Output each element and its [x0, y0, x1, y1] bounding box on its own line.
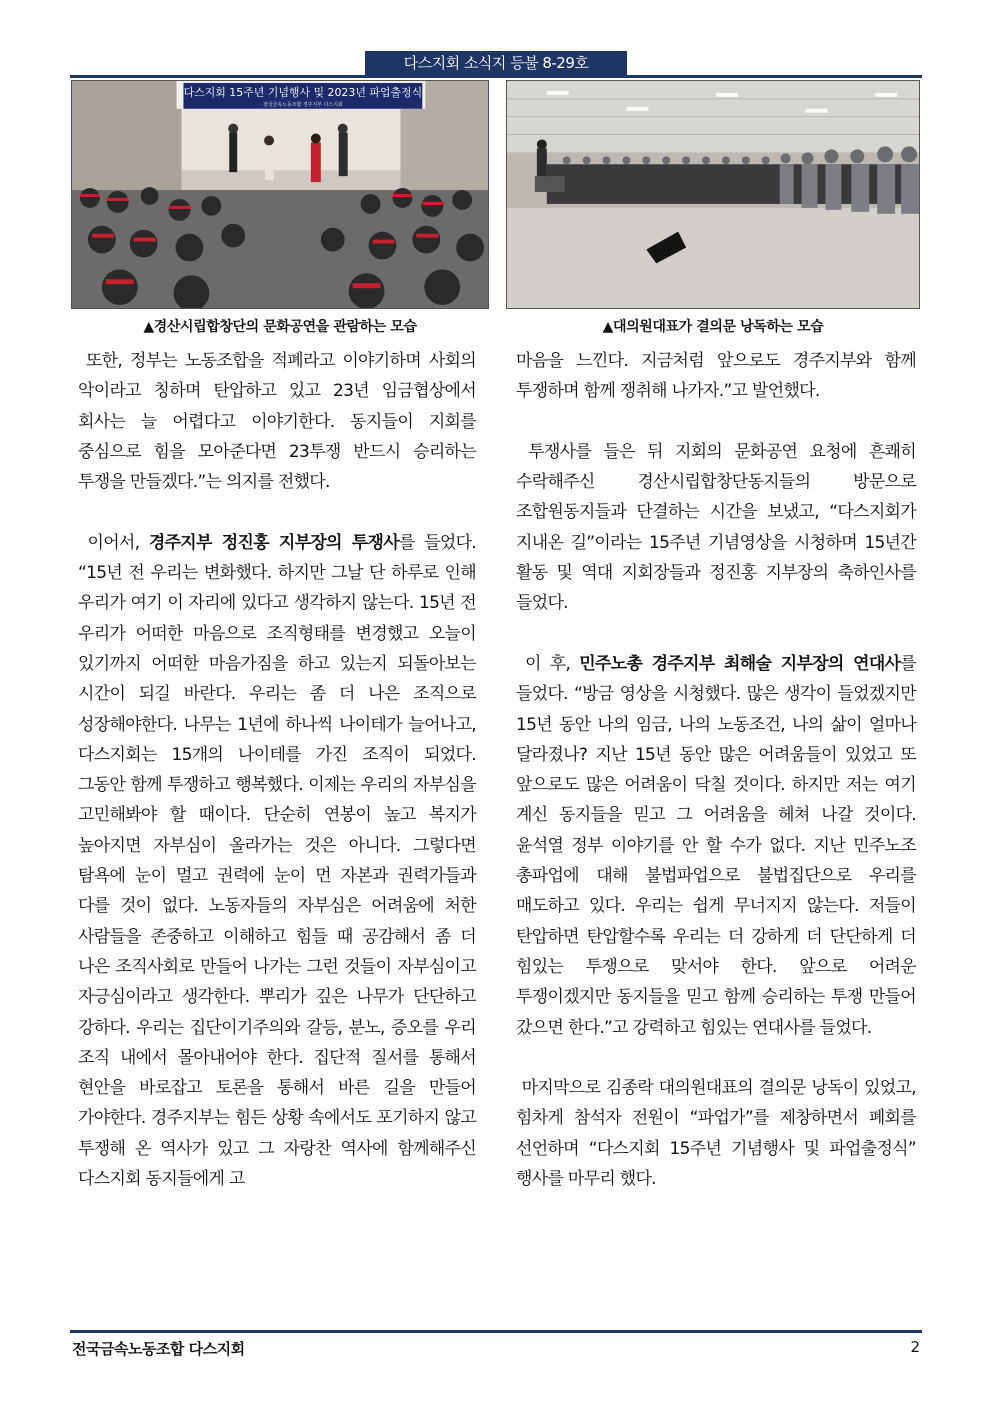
photo-resolution-reading: [506, 80, 920, 309]
photo-caption-left: ▲경산시립합창단의 문화공연을 관람하는 모습: [143, 319, 417, 335]
paragraph: 마음을 느낀다. 지금처럼 앞으로도 경주지부와 함께 투쟁하며 함께 쟁취해 나가자.”고 발언했다.: [516, 351, 916, 402]
article-column-right: [516, 346, 916, 1194]
photo-choir-performance: [71, 80, 489, 309]
speech-title-highlight: 민주노총 경주지부 최해술 지부장의 연대사: [579, 653, 901, 674]
article-column-left: [78, 346, 476, 1194]
newsletter-title: 다스지회 소식지 등불 8-29호: [365, 51, 627, 76]
paragraph: 투쟁사를 들은 뒤 지회의 문화공연 요청에 흔쾌히 수락해주신 경산시립합창단동지들의 방문으로 조합원동지들과 단결하는 시간을 보냈고, “다스지회가 지내온 길”이라는 15주년 기념영상을 시청하며 15년간 활동 및 역대 지회장들과 정진홍 지부장의 축하인사를 들었다.: [516, 441, 916, 614]
page-number: 2: [910, 1338, 920, 1356]
footer-organization: 전국금속노동조합 다스지회: [72, 1340, 245, 1358]
event-banner-text: 다스지회 15주년 기념행사 및 2023년 파업출정식: [183, 85, 423, 99]
header-rule: [70, 75, 922, 78]
paragraph: 이 후, 민주노총 경주지부 최해술 지부장의 연대사를 들었다. “방금 영상을 시청했다. 많은 생각이 들었겠지만 15년 동안 나의 임금, 나의 노동조건, 나의 삶이 얼마나 달라졌나? 지난 15년 동안 많은 어려움들이 있었고 또 앞으로도 많은 어려움이 닥칠 것이다. 하지만 저는 여기 계신 동지들을 믿고 그 어려움을 헤쳐 나갈 것이다. 윤석열 정부 이야기를 안 할 수가 없다. 지난 민주노조 총파업에 대해 불법파업으로 불법집단으로 우리를 매도하고 있다. 우리는 쉽게 무너지지 않는다. 저들이 탄압하면 탄압할수록 우리는 더 강하게 더 단단하게 더 힘있는 투쟁으로 맞서야 한다. 앞으로 어려운 투쟁이겠지만 동지들을 믿고 함께 승리하는 투쟁 만들어 갔으면 한다.”고 강력하고 힘있는 연대사를 들었다.: [516, 653, 916, 1038]
event-banner-subtext: 전국금속노동조합 경주지부 다스지회: [262, 101, 343, 108]
paragraph: 또한, 정부는 노동조합을 적폐라고 이야기하며 사회의 악이라고 칭하며 탄압하고 있고 23년 임금협상에서 회사는 늘 어렵다고 이야기한다. 동지들이 지회를 중심으로 힘을 모아준다면 23투쟁 반드시 승리하는 투쟁을 만들겠다.”는 의지를 전했다.: [78, 351, 476, 493]
speech-title-highlight: 경주지부 정진홍 지부장의 투쟁사: [148, 532, 399, 553]
photo-caption-right: ▲대의원대표가 결의문 낭독하는 모습: [602, 319, 824, 335]
footer-rule: [70, 1330, 922, 1333]
paragraph: 마지막으로 김종락 대의원대표의 결의문 낭독이 있었고, 힘차게 참석자 전원이 “파업가”를 제창하면서 폐회를 선언하며 “다스지회 15주년 기념행사 및 파업출정식” 행사를 마무리 했다.: [516, 1078, 916, 1190]
paragraph: 이어서, 경주지부 정진홍 지부장의 투쟁사를 들었다. “15년 전 우리는 변화했다. 하지만 그날 단 하루로 인해 우리가 여기 이 자리에 있다고 생각하지 않는다. 15년 전 우리가 어떠한 마음으로 조직형태를 변경했고 오늘이 있기까지 어떠한 마음가짐을 하고 있는지 되돌아보는 시간이 되길 바란다. 우리는 좀 더 나은 조직으로 성장해야한다. 나무는 1년에 하나씩 나이테가 늘어나고, 다스지회는 15개의 나이테를 가진 조직이 되었다. 그동안 함께 투쟁하고 행복했다. 이제는 우리의 자부심을 고민해봐야 할 때이다. 단순히 연봉이 높고 복지가 높아지면 자부심이 올라가는 것은 아니다. 그렇다면 탐욕에 눈이 멀고 권력에 눈이 먼 자본과 권력가들과 다를 것이 없다. 노동자들의 자부심은 어려움에 처한 사람들을 존중하고 이해하고 힘들 때 공감해서 좀 더 나은 조직사회로 만들어 나가는 그런 것들이 자부심이고 자긍심이라고 생각한다. 뿌리가 깊은 나무가 단단하고 강하다. 우리는 집단이기주의와 갈등, 분노, 증오를 우리 조직 내에서 몰아내어야 한다. 집단적 질서를 통해서 현안을 바로잡고 토론을 통해서 바른 길을 만들어 가야한다. 경주지부는 힘든 상황 속에서도 포기하지 않고 투쟁해 온 역사가 있고 그 자랑찬 역사에 함께해주신 다스지회 동지들에게 고: [78, 532, 477, 1190]
